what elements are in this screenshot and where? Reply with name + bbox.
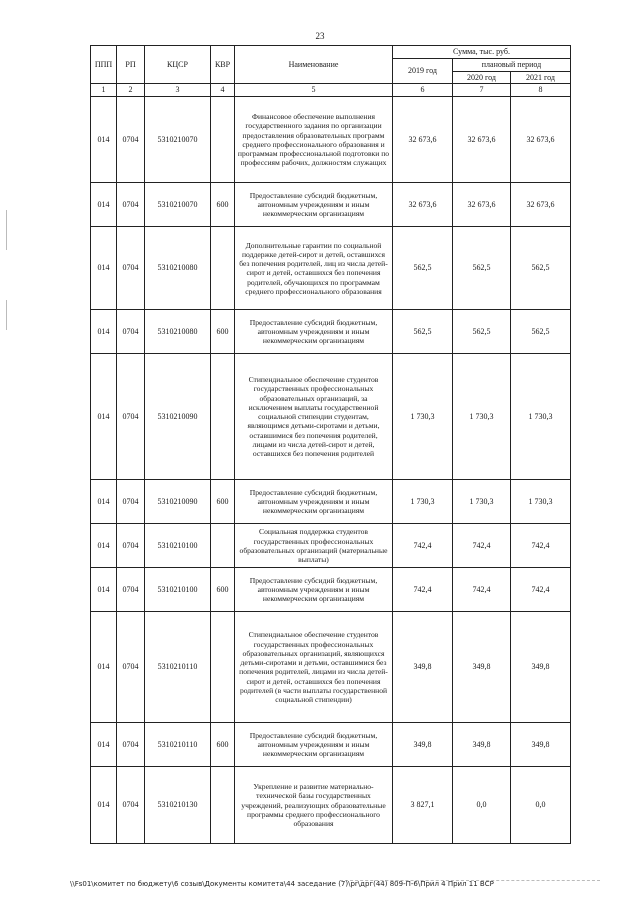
- amount-2021-cell: 0,0: [511, 767, 571, 844]
- kvr-cell: 600: [211, 723, 235, 767]
- kvr-cell: [211, 612, 235, 723]
- table-body: [91, 97, 571, 844]
- ppp-cell: 014: [91, 612, 117, 723]
- table-row: [91, 568, 571, 612]
- amount-2019-cell: 32 673,6: [393, 97, 453, 183]
- amount-2020-cell: 32 673,6: [453, 97, 511, 183]
- rp-cell: 0704: [117, 723, 145, 767]
- kcsr-cell: 5310210110: [145, 723, 211, 767]
- amount-2021-cell: 562,5: [511, 227, 571, 310]
- ppp-cell: 014: [91, 480, 117, 524]
- table-header: [91, 46, 571, 97]
- amount-2019-cell: 562,5: [393, 227, 453, 310]
- table-row: [91, 97, 571, 183]
- scan-artifact-left: [6, 210, 7, 250]
- table-row: [91, 612, 571, 723]
- amount-2021-cell: 32 673,6: [511, 97, 571, 183]
- ppp-cell: 014: [91, 97, 117, 183]
- kcsr-cell: 5310210100: [145, 568, 211, 612]
- name-cell: Стипендиальное обеспечение студентов государственных профессиональных образовательных организаций, за исключением выплаты государственной социальной стипендии студентам, являющимся детьми-сиротами и детьми, оставшимися без попечения родителей, лицами из числа детей-сирот и детей, оставшихся без попечения родителей: [235, 354, 393, 480]
- amount-2020-cell: 349,8: [453, 723, 511, 767]
- column-number: 8: [511, 84, 571, 97]
- kvr-cell: [211, 354, 235, 480]
- table-row: [91, 767, 571, 844]
- rp-cell: 0704: [117, 568, 145, 612]
- name-cell: Предоставление субсидий бюджетным, автономным учреждениям и иным некоммерческим организациям: [235, 310, 393, 354]
- table-row: [91, 227, 571, 310]
- footer-file-path: \\Fs01\комитет по бюджету\6 созыв\Документы комитета\44 заседание (7)\pr\дрг(44) 809-П-6\Прил 4 Прил 11 ВСР: [70, 880, 494, 888]
- header-name: Наименование: [235, 46, 393, 84]
- amount-2019-cell: 3 827,1: [393, 767, 453, 844]
- amount-2020-cell: 562,5: [453, 310, 511, 354]
- rp-cell: 0704: [117, 612, 145, 723]
- name-cell: Финансовое обеспечение выполнения государственного задания по организации предоставления образовательных программ среднего профессионального образования и программам профессиональной подготовки по профессиям рабочих, должностям служащих: [235, 97, 393, 183]
- column-numbers-row: [91, 84, 571, 97]
- kcsr-cell: 5310210080: [145, 310, 211, 354]
- amount-2020-cell: 349,8: [453, 612, 511, 723]
- kcsr-cell: 5310210100: [145, 524, 211, 568]
- kvr-cell: 600: [211, 568, 235, 612]
- kvr-cell: [211, 97, 235, 183]
- column-number: 6: [393, 84, 453, 97]
- kcsr-cell: 5310210080: [145, 227, 211, 310]
- table-row: [91, 524, 571, 568]
- header-ppp: ППП: [91, 46, 117, 84]
- kvr-cell: 600: [211, 183, 235, 227]
- column-number: 1: [91, 84, 117, 97]
- header-year-2020: 2020 год: [453, 71, 511, 84]
- amount-2019-cell: 742,4: [393, 524, 453, 568]
- page-number: 23: [315, 31, 325, 41]
- column-number: 2: [117, 84, 145, 97]
- column-number: 5: [235, 84, 393, 97]
- name-cell: Предоставление субсидий бюджетным, автономным учреждениям и иным некоммерческим организациям: [235, 568, 393, 612]
- amount-2019-cell: 349,8: [393, 612, 453, 723]
- header-planned-period: плановый период: [453, 58, 571, 71]
- ppp-cell: 014: [91, 354, 117, 480]
- rp-cell: 0704: [117, 227, 145, 310]
- amount-2020-cell: 1 730,3: [453, 480, 511, 524]
- amount-2021-cell: 742,4: [511, 524, 571, 568]
- amount-2021-cell: 742,4: [511, 568, 571, 612]
- header-sum: Сумма, тыс. руб.: [393, 46, 571, 59]
- kvr-cell: [211, 227, 235, 310]
- ppp-cell: 014: [91, 568, 117, 612]
- table-row: [91, 310, 571, 354]
- amount-2020-cell: 562,5: [453, 227, 511, 310]
- amount-2021-cell: 1 730,3: [511, 480, 571, 524]
- kvr-cell: [211, 767, 235, 844]
- rp-cell: 0704: [117, 354, 145, 480]
- kvr-cell: [211, 524, 235, 568]
- amount-2020-cell: 32 673,6: [453, 183, 511, 227]
- name-cell: Укрепление и развитие материально-технической базы государственных учреждений, реализующих образовательные программы среднего профессионального образования: [235, 767, 393, 844]
- kcsr-cell: 5310210110: [145, 612, 211, 723]
- rp-cell: 0704: [117, 767, 145, 844]
- ppp-cell: 014: [91, 183, 117, 227]
- header-year-2021: 2021 год: [511, 71, 571, 84]
- kcsr-cell: 5310210090: [145, 480, 211, 524]
- amount-2019-cell: 349,8: [393, 723, 453, 767]
- amount-2020-cell: 742,4: [453, 568, 511, 612]
- amount-2019-cell: 562,5: [393, 310, 453, 354]
- kvr-cell: 600: [211, 480, 235, 524]
- ppp-cell: 014: [91, 723, 117, 767]
- header-year-2019: 2019 год: [393, 58, 453, 84]
- table-row: [91, 723, 571, 767]
- column-number: 7: [453, 84, 511, 97]
- budget-table: [90, 45, 571, 844]
- ppp-cell: 014: [91, 767, 117, 844]
- name-cell: Стипендиальное обеспечение студентов государственных профессиональных образовательных организаций, являющихся детьми-сиротами и детьми, оставшимися без попечения родителей, лицами из числа детей-сирот и детей, оставшихся без попечения родителей (в части выплаты государственной социальной стипендии): [235, 612, 393, 723]
- scan-artifact-left: [6, 300, 7, 330]
- name-cell: Дополнительные гарантии по социальной поддержке детей-сирот и детей, оставшихся без попечения родителей, лиц из числа детей-сирот и детей, оставшихся без попечения родителей, обучающихся по программам среднего профессионального образования: [235, 227, 393, 310]
- name-cell: Социальная поддержка студентов государственных профессиональных образовательных организаций (материальные выплаты): [235, 524, 393, 568]
- rp-cell: 0704: [117, 310, 145, 354]
- amount-2020-cell: 1 730,3: [453, 354, 511, 480]
- amount-2021-cell: 1 730,3: [511, 354, 571, 480]
- table-row: [91, 354, 571, 480]
- amount-2019-cell: 1 730,3: [393, 354, 453, 480]
- rp-cell: 0704: [117, 97, 145, 183]
- header-rp: РП: [117, 46, 145, 84]
- rp-cell: 0704: [117, 524, 145, 568]
- column-number: 4: [211, 84, 235, 97]
- kcsr-cell: 5310210070: [145, 97, 211, 183]
- ppp-cell: 014: [91, 310, 117, 354]
- amount-2021-cell: 562,5: [511, 310, 571, 354]
- table-row: [91, 480, 571, 524]
- header-kcsr: КЦСР: [145, 46, 211, 84]
- amount-2020-cell: 0,0: [453, 767, 511, 844]
- rp-cell: 0704: [117, 480, 145, 524]
- amount-2019-cell: 742,4: [393, 568, 453, 612]
- name-cell: Предоставление субсидий бюджетным, автономным учреждениям и иным некоммерческим организациям: [235, 723, 393, 767]
- name-cell: Предоставление субсидий бюджетным, автономным учреждениям и иным некоммерческим организациям: [235, 183, 393, 227]
- rp-cell: 0704: [117, 183, 145, 227]
- amount-2021-cell: 32 673,6: [511, 183, 571, 227]
- ppp-cell: 014: [91, 227, 117, 310]
- amount-2021-cell: 349,8: [511, 723, 571, 767]
- table-row: [91, 183, 571, 227]
- ppp-cell: 014: [91, 524, 117, 568]
- kvr-cell: 600: [211, 310, 235, 354]
- amount-2020-cell: 742,4: [453, 524, 511, 568]
- column-number: 3: [145, 84, 211, 97]
- amount-2019-cell: 32 673,6: [393, 183, 453, 227]
- kcsr-cell: 5310210130: [145, 767, 211, 844]
- kcsr-cell: 5310210070: [145, 183, 211, 227]
- amount-2019-cell: 1 730,3: [393, 480, 453, 524]
- amount-2021-cell: 349,8: [511, 612, 571, 723]
- header-kvr: КВР: [211, 46, 235, 84]
- kcsr-cell: 5310210090: [145, 354, 211, 480]
- name-cell: Предоставление субсидий бюджетным, автономным учреждениям и иным некоммерческим организациям: [235, 480, 393, 524]
